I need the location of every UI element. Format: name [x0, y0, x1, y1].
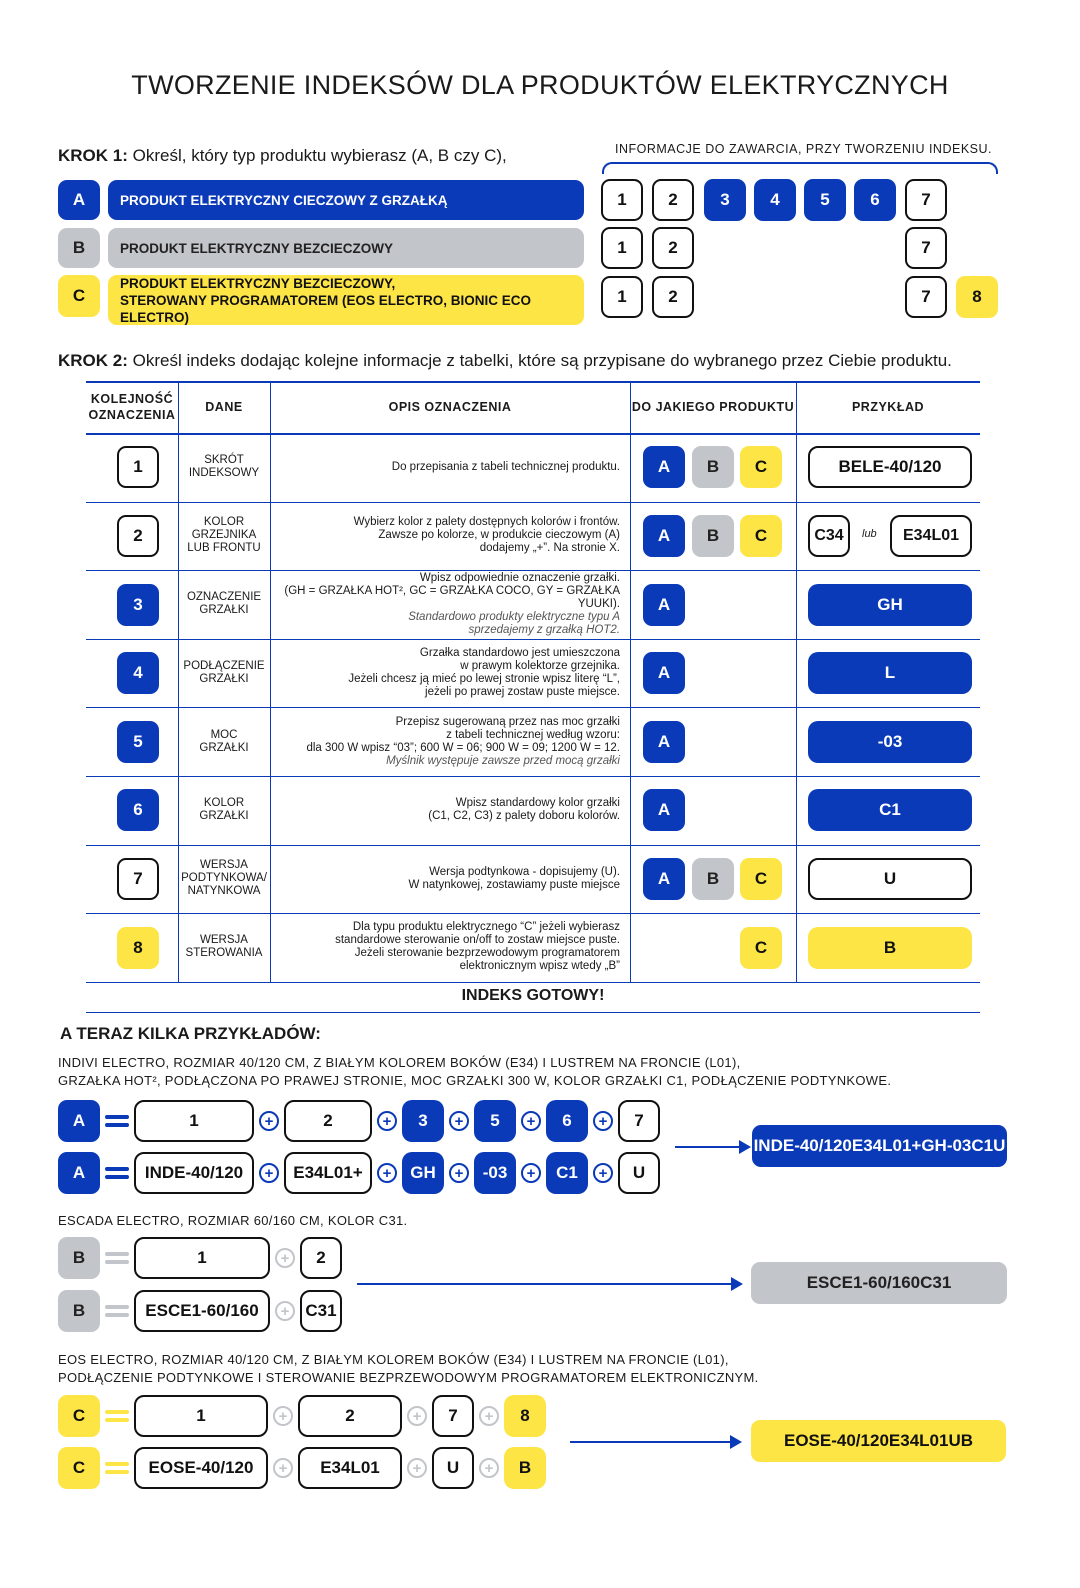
plus-icon: + — [593, 1111, 613, 1131]
row-dane-line: KOLOR — [203, 797, 245, 810]
table-column-divider — [796, 381, 797, 982]
equals-icon — [105, 1406, 129, 1426]
plus-icon: + — [275, 1248, 295, 1268]
plus-icon: + — [259, 1111, 279, 1131]
step2-heading — [58, 351, 952, 371]
row-number-8: 8 — [117, 927, 159, 969]
example-part: INDE-40/120 — [134, 1152, 254, 1194]
row-dane-line: PODŁĄCZENIE — [183, 660, 265, 673]
row-opis-line: Wybierz kolor z palety dostępnych kolorów i frontów. — [353, 516, 620, 529]
product-name-a: PRODUKT ELEKTRYCZNY CIECZOWY Z GRZAŁKĄ — [120, 192, 448, 208]
arrow-line — [570, 1441, 732, 1443]
info-code-a-2: 2 — [652, 179, 694, 221]
row-opis-line: (C1, C2, C3) z palety doboru kolorów. — [428, 810, 620, 823]
row-opis-line: dla 300 W wpisz “03”; 600 W = 06; 900 W = 09; 1200 W = 12. — [306, 741, 620, 754]
row-number-6: 6 — [117, 789, 159, 831]
arrow-line — [357, 1283, 733, 1285]
header-dane: DANE — [205, 400, 243, 414]
table-bottom-border — [86, 982, 980, 983]
row-dane-line: WERSJA — [200, 859, 248, 872]
example-result: EOSE-40/120E34L01UB — [751, 1420, 1006, 1462]
example-result: INDE-40/120E34L01+GH-03C1U — [752, 1125, 1007, 1167]
row-opis-line: (GH = GRZAŁKA HOT², GC = GRZAŁKA COCO, GY = GRZAŁKA YUUKI). — [284, 584, 620, 610]
plus-icon: + — [593, 1163, 613, 1183]
row-example-7: U — [808, 858, 972, 900]
row-dane-line: MOC — [210, 728, 238, 741]
row-product-b: B — [692, 515, 734, 557]
row-example-5: -03 — [808, 721, 972, 763]
row-product-a: A — [643, 858, 685, 900]
equals-icon — [105, 1248, 129, 1268]
example-part: 2 — [300, 1237, 342, 1279]
example3-desc-line1: EOS ELECTRO, ROZMIAR 40/120 CM, Z BIAŁYM KOLOREM BOKÓW (E34) I LUSTREM NA FRONCIE (L01), — [58, 1352, 729, 1367]
info-code-a-3: 3 — [704, 179, 746, 221]
row-number-4: 4 — [117, 652, 159, 694]
step1-heading — [58, 146, 507, 166]
step1-label: KROK 1: — [58, 146, 128, 165]
product-name-b: PRODUKT ELEKTRYCZNY BEZCIECZOWY — [120, 240, 394, 256]
row-opis-line: jeżeli po prawej zostaw puste miejsce. — [425, 686, 620, 699]
info-code-c-2: 2 — [652, 276, 694, 318]
plus-icon: + — [259, 1163, 279, 1183]
example-part: B — [504, 1447, 546, 1489]
row-dane-5 — [178, 707, 270, 776]
example1-desc-line2: GRZAŁKA HOT², PODŁĄCZONA PO PRAWEJ STRONIE, MOC GRZAŁKI 300 W, KOLOR GRZAŁKI C1, PODŁĄCZENIE PODTYNKOWE. — [58, 1073, 892, 1088]
info-code-b-2: 2 — [652, 227, 694, 269]
equals-bar — [105, 1410, 129, 1414]
plus-icon: + — [449, 1111, 469, 1131]
example2-desc: ESCADA ELECTRO, ROZMIAR 60/160 CM, KOLOR C31. — [58, 1213, 408, 1228]
info-code-c-8: 8 — [956, 276, 998, 318]
row-opis-note: Standardowo produkty elektryczne typu A — [408, 610, 620, 623]
row-opis-line: Przepisz sugerowaną przez nas moc grzałki — [395, 715, 620, 728]
row-number-5: 5 — [117, 721, 159, 763]
row-dane-line: NATYNKOWA — [187, 885, 261, 898]
product-bar-a — [108, 180, 584, 220]
row-dane-3 — [178, 570, 270, 639]
equals-icon — [105, 1163, 129, 1183]
example-part: ESCE1-60/160 — [134, 1290, 270, 1332]
row-dane-line: STEROWANIA — [185, 947, 263, 960]
equals-bar — [105, 1462, 129, 1466]
table-column-divider — [630, 381, 631, 982]
plus-icon: + — [377, 1111, 397, 1131]
equals-bar — [105, 1252, 129, 1256]
info-code-a-7: 7 — [905, 179, 947, 221]
example-part: C1 — [546, 1152, 588, 1194]
product-letter-b: B — [58, 228, 100, 268]
page-title: TWORZENIE INDEKSÓW DLA PRODUKTÓW ELEKTRYCZNYCH — [131, 70, 949, 100]
row-opis-3 — [270, 570, 620, 639]
example-part: 8 — [504, 1395, 546, 1437]
row-opis-line: W natynkowej, zostawiamy puste miejsce — [408, 878, 620, 891]
row-dane-2 — [178, 502, 270, 571]
equals-bar — [105, 1167, 129, 1171]
example-letter: B — [58, 1237, 100, 1279]
example-part: 5 — [474, 1100, 516, 1142]
plus-icon: + — [273, 1406, 293, 1426]
row-product-a: A — [643, 446, 685, 488]
example-part: 2 — [284, 1100, 372, 1142]
product-bar-b — [108, 228, 584, 268]
equals-bar — [105, 1260, 129, 1264]
product-letter-a: A — [58, 180, 100, 220]
row-dane-line: GRZEJNIKA — [191, 529, 257, 542]
row-number-2: 2 — [117, 515, 159, 557]
header-kolejnosc-line2: OZNACZENIA — [88, 408, 176, 422]
row-example-color: C34 — [808, 515, 850, 557]
equals-icon — [105, 1111, 129, 1131]
example-part: 1 — [134, 1395, 268, 1437]
row-opis-line: Wersja podtynkowa - dopisujemy (U). — [429, 865, 620, 878]
row-opis-line: w prawym kolektorze grzejnika. — [460, 660, 620, 673]
table-footer-border — [86, 1012, 980, 1013]
arrow-line — [675, 1146, 741, 1148]
table-footer: INDEKS GOTOWY! — [461, 986, 605, 1004]
plus-icon: + — [407, 1458, 427, 1478]
row-dane-line: OZNACZENIE — [186, 591, 262, 604]
product-name-c-line2: STEROWANY PROGRAMATOREM (EOS ELECTRO, BIONIC ECO ELECTRO) — [120, 292, 532, 325]
info-code-b-7: 7 — [905, 227, 947, 269]
arrow-right-icon — [731, 1277, 743, 1291]
example-letter: A — [58, 1100, 100, 1142]
header-produkt: DO JAKIEGO PRODUKTU — [631, 400, 795, 414]
row-opis-line: standardowe sterowanie on/off to zostaw miejsce puste. — [335, 934, 620, 947]
example-part: U — [618, 1152, 660, 1194]
step1-text: Określ, który typ produktu wybierasz (A, B czy C), — [132, 146, 507, 165]
equals-bar — [105, 1305, 129, 1309]
row-opis-line: z tabeli technicznej według wzoru: — [446, 728, 620, 741]
product-bar-c — [108, 275, 584, 325]
row-opis-note: Myślnik występuje zawsze przed mocą grzałki — [386, 754, 620, 767]
row-product-a: A — [643, 789, 685, 831]
example-letter: A — [58, 1152, 100, 1194]
example-part: 7 — [432, 1395, 474, 1437]
equals-bar — [105, 1123, 129, 1127]
example-part: U — [432, 1447, 474, 1489]
row-dane-7 — [178, 845, 270, 914]
row-opis-line: Zawsze po kolorze, w produkcie cieczowym (A) — [378, 529, 620, 542]
row-opis-6 — [270, 776, 620, 845]
product-name-c-line1: PRODUKT ELEKTRYCZNY BEZCIECZOWY, — [120, 275, 396, 291]
row-opis-2 — [270, 502, 620, 571]
info-code-a-4: 4 — [754, 179, 796, 221]
equals-icon — [105, 1458, 129, 1478]
plus-icon: + — [521, 1111, 541, 1131]
example3-desc-line2: PODŁĄCZENIE PODTYNKOWE I STEROWANIE BEZPRZEWODOWYM PROGRAMATOREM ELEKTRONICZNYM. — [58, 1370, 759, 1385]
info-code-a-6: 6 — [854, 179, 896, 221]
plus-icon: + — [377, 1163, 397, 1183]
equals-bar — [105, 1175, 129, 1179]
plus-icon: + — [273, 1458, 293, 1478]
equals-bar — [105, 1313, 129, 1317]
row-product-c: C — [740, 858, 782, 900]
row-example-8: B — [808, 927, 972, 969]
row-number-3: 3 — [117, 584, 159, 626]
row-dane-1 — [178, 433, 270, 502]
header-kolejnosc-line1: KOLEJNOŚĆ — [90, 392, 174, 406]
row-example-3: GH — [808, 584, 972, 626]
row-dane-line: PODTYNKOWA/ — [181, 872, 267, 885]
row-dane-line: GRZAŁKI — [199, 810, 249, 823]
row-dane-6 — [178, 776, 270, 845]
row-dane-line: INDEKSOWY — [188, 467, 260, 480]
example-part: E34L01+ — [284, 1152, 372, 1194]
row-opis-line: Do przepisania z tabeli technicznej produktu. — [391, 460, 620, 473]
row-product-b: B — [692, 446, 734, 488]
equals-bar — [105, 1115, 129, 1119]
arrow-right-icon — [730, 1435, 742, 1449]
info-code-b-1: 1 — [601, 227, 643, 269]
row-dane-line: GRZAŁKI — [199, 673, 249, 686]
row-opis-7 — [270, 845, 620, 914]
example-part: GH — [402, 1152, 444, 1194]
row-opis-1 — [270, 433, 620, 502]
example-letter: C — [58, 1447, 100, 1489]
row-example-front: E34L01 — [890, 515, 972, 557]
row-dane-line: KOLOR — [203, 516, 245, 529]
row-product-c: C — [740, 515, 782, 557]
info-code-a-1: 1 — [601, 179, 643, 221]
plus-icon: + — [407, 1406, 427, 1426]
example-part: 3 — [402, 1100, 444, 1142]
equals-bar — [105, 1418, 129, 1422]
info-brace — [602, 162, 998, 174]
examples-heading: A TERAZ KILKA PRZYKŁADÓW: — [60, 1024, 321, 1043]
plus-icon: + — [449, 1163, 469, 1183]
row-dane-8 — [178, 913, 270, 982]
equals-icon — [105, 1301, 129, 1321]
product-letter-c: C — [58, 275, 100, 317]
equals-bar — [105, 1470, 129, 1474]
example-result: ESCE1-60/160C31 — [751, 1262, 1007, 1304]
row-product-a: A — [643, 652, 685, 694]
row-opis-note: sprzedajemy z grzałką HOT2. — [468, 623, 620, 636]
row-number-1: 1 — [117, 446, 159, 488]
row-example-separator: lub — [862, 527, 877, 540]
row-product-c: C — [740, 446, 782, 488]
row-opis-line: Wpisz standardowy kolor grzałki — [455, 797, 620, 810]
header-kolejnosc — [86, 381, 178, 433]
example-part: 1 — [134, 1237, 270, 1279]
row-number-7: 7 — [117, 858, 159, 900]
info-title: INFORMACJE DO ZAWARCIA, PRZY TWORZENIU INDEKSU. — [615, 142, 992, 156]
row-example-6: C1 — [808, 789, 972, 831]
row-dane-line: GRZAŁKI — [199, 741, 249, 754]
example-part: E34L01 — [298, 1447, 402, 1489]
row-product-a: A — [643, 584, 685, 626]
row-product-b: B — [692, 858, 734, 900]
plus-icon: + — [275, 1301, 295, 1321]
info-code-c-1: 1 — [601, 276, 643, 318]
plus-icon: + — [521, 1163, 541, 1183]
example-part: 1 — [134, 1100, 254, 1142]
row-opis-line: dodajemy „+”. Na stronie X. — [479, 542, 620, 555]
info-code-a-5: 5 — [804, 179, 846, 221]
row-opis-line: Grzałka standardowo jest umieszczona — [419, 647, 620, 660]
row-opis-5 — [270, 707, 620, 776]
step2-label: KROK 2: — [58, 351, 128, 370]
example-letter: C — [58, 1395, 100, 1437]
example-letter: B — [58, 1290, 100, 1332]
example-part: 7 — [618, 1100, 660, 1142]
info-code-c-7: 7 — [905, 276, 947, 318]
row-opis-4 — [270, 639, 620, 708]
row-dane-line: WERSJA — [200, 934, 248, 947]
step2-text: Określ indeks dodając kolejne informacje z tabelki, które są przypisane do wybranego przez Ciebie produktu. — [132, 351, 952, 370]
example1-desc-line1: INDIVI ELECTRO, ROZMIAR 40/120 CM, Z BIAŁYM KOLOREM BOKÓW (E34) I LUSTREM NA FRONCIE (L01), — [58, 1055, 741, 1070]
example-part: 6 — [546, 1100, 588, 1142]
row-dane-4 — [178, 639, 270, 708]
arrow-right-icon — [739, 1140, 751, 1154]
example-part: 2 — [298, 1395, 402, 1437]
header-opis: OPIS OZNACZENIA — [388, 400, 512, 414]
row-opis-line: Jeżeli sterowanie bezprzewodowym programatorem — [354, 947, 620, 960]
row-dane-line: LUB FRONTU — [187, 542, 261, 555]
row-opis-8 — [270, 913, 620, 982]
example-part: EOSE-40/120 — [134, 1447, 268, 1489]
row-product-a: A — [643, 515, 685, 557]
plus-icon: + — [479, 1458, 499, 1478]
example-part: -03 — [474, 1152, 516, 1194]
row-opis-line: elektronicznym wpisz wtedy „B” — [459, 960, 620, 973]
header-przyklad: PRZYKŁAD — [851, 400, 925, 414]
row-example-1: BELE-40/120 — [808, 446, 972, 488]
row-product-a: A — [643, 721, 685, 763]
row-dane-line: GRZAŁKI — [199, 604, 249, 617]
row-example-4: L — [808, 652, 972, 694]
row-product-c: C — [740, 927, 782, 969]
example-part: C31 — [300, 1290, 342, 1332]
row-opis-line: Jeżeli chcesz ją mieć po lewej stronie wpisz literę “L”, — [348, 673, 620, 686]
row-opis-line: Wpisz odpowiednie oznaczenie grzałki. — [419, 571, 620, 584]
row-dane-line: SKRÓT — [204, 454, 244, 467]
plus-icon: + — [479, 1406, 499, 1426]
row-opis-line: Dla typu produktu elektrycznego “C” jeżeli wybierasz — [352, 921, 620, 934]
